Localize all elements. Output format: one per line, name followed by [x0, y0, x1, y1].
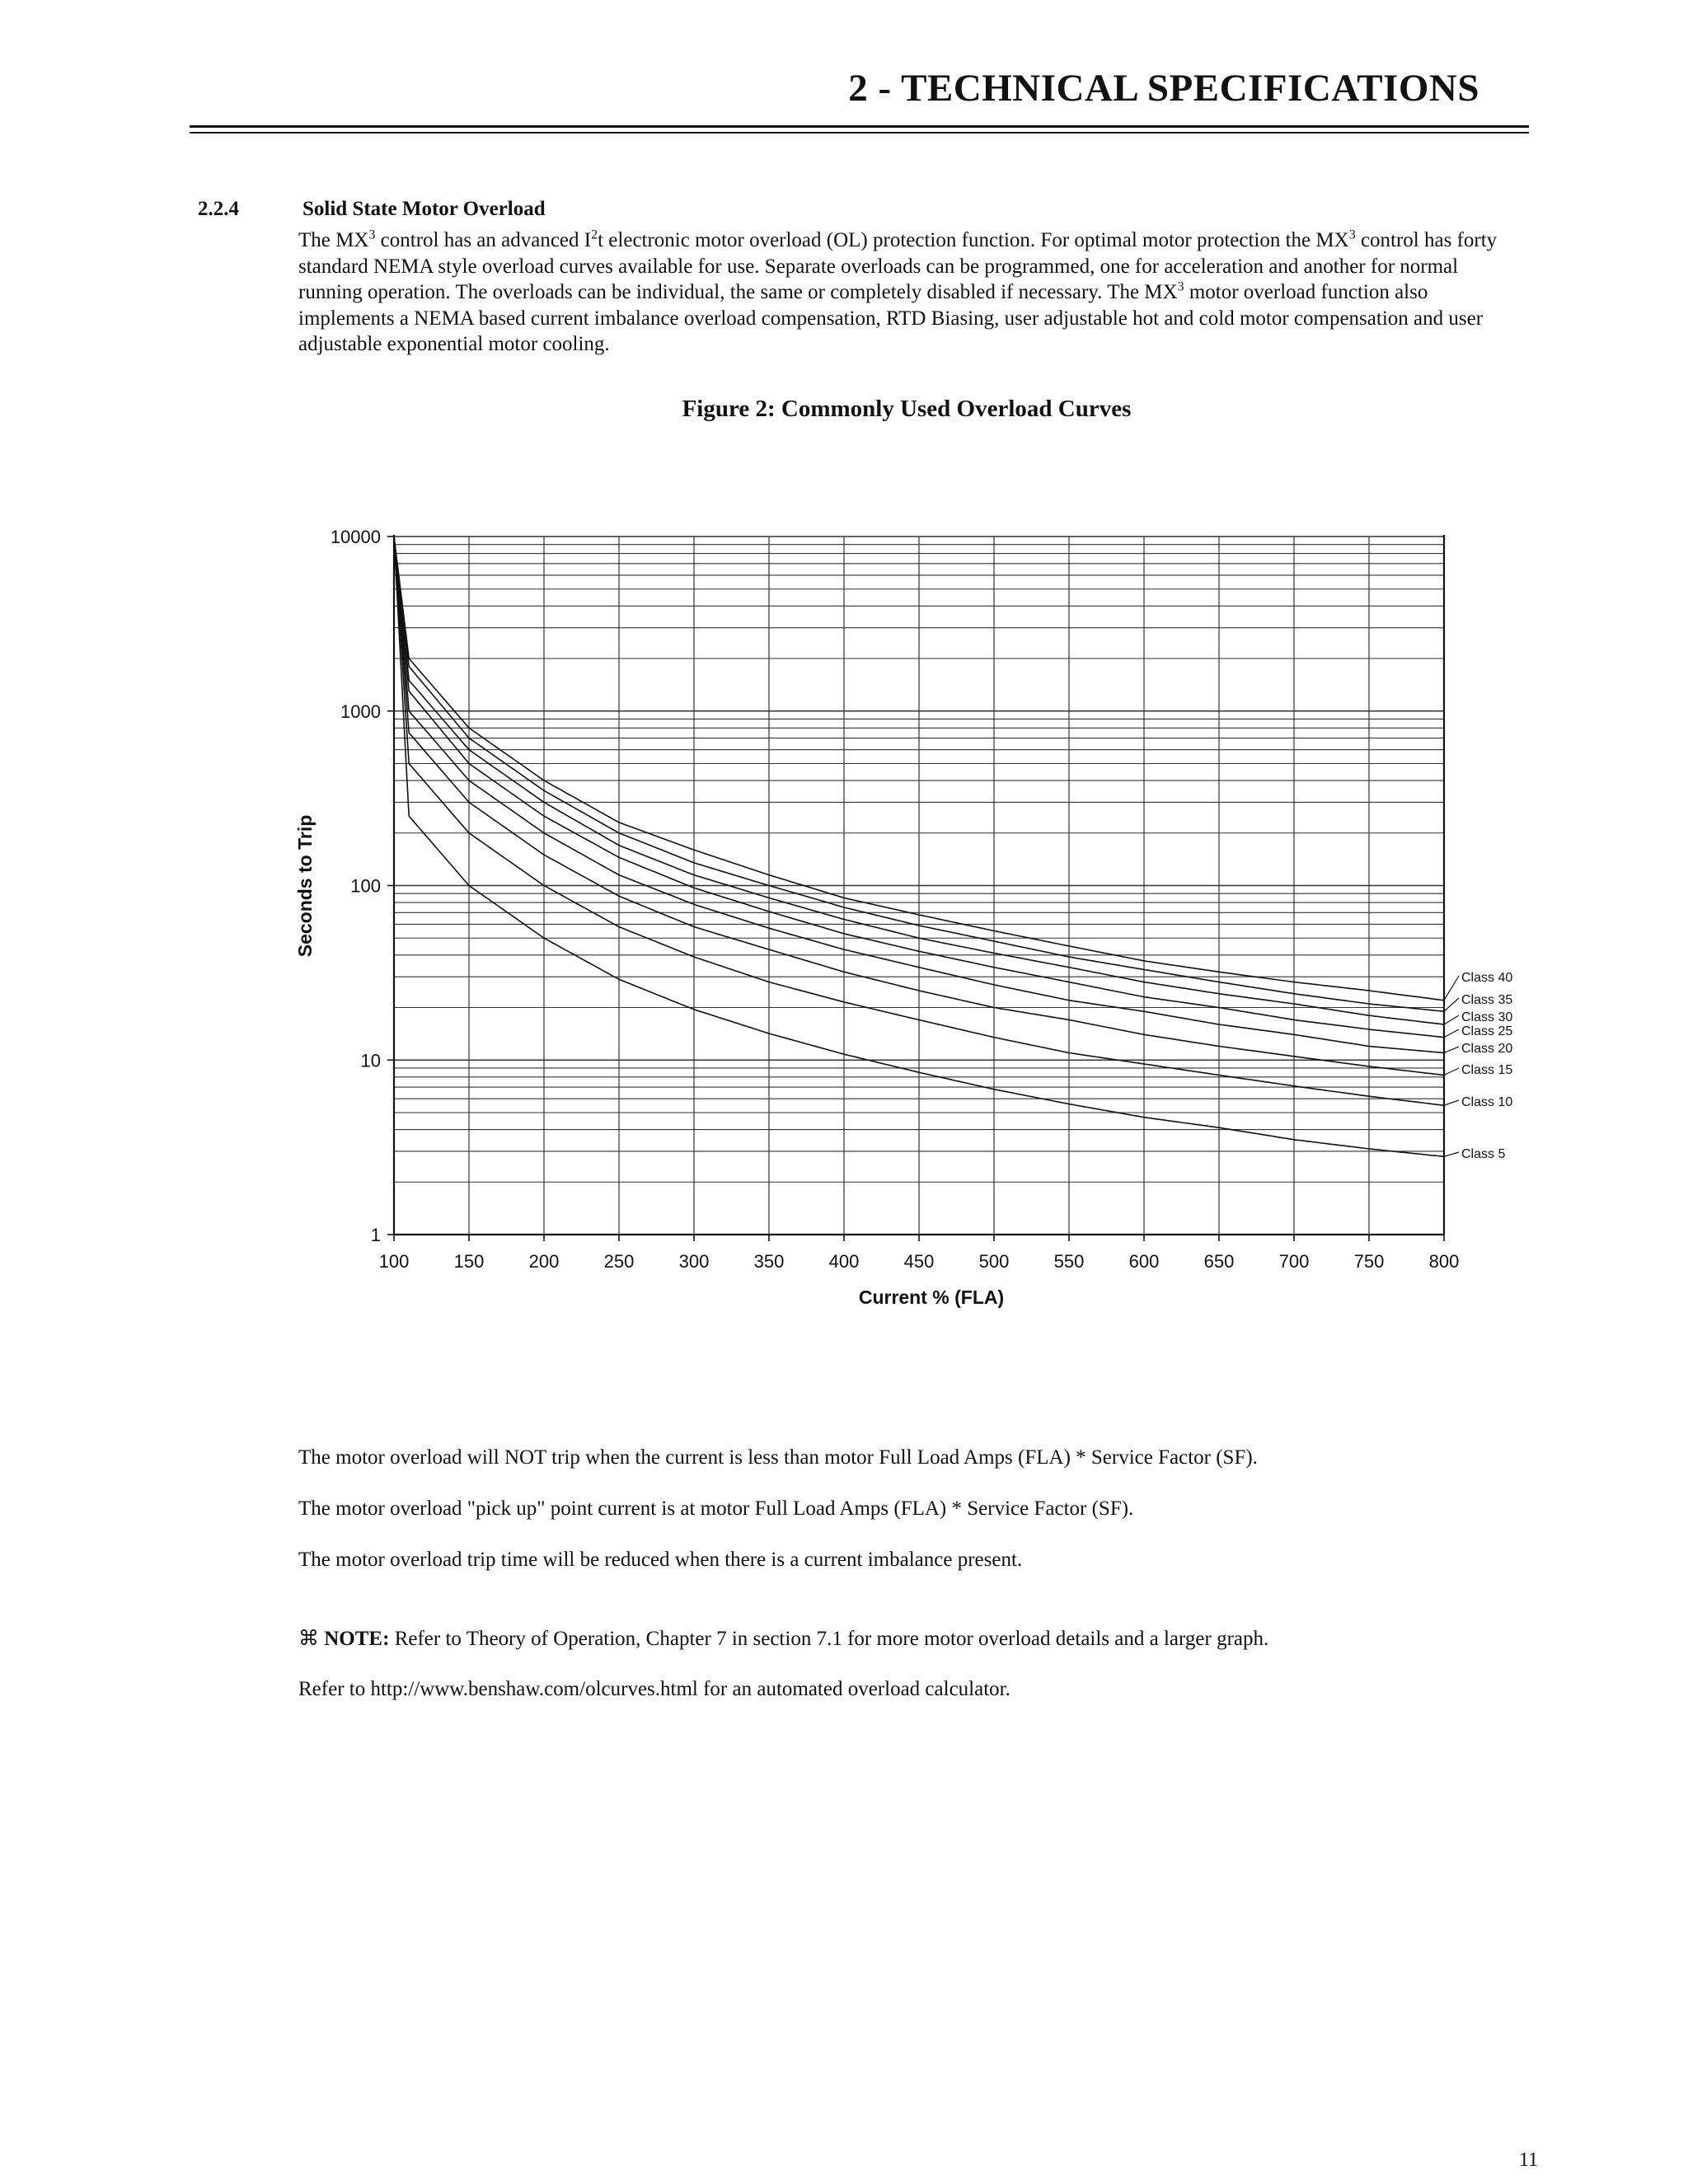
x-tick-label: 500 — [978, 1251, 1010, 1272]
note-paragraph: The motor overload will NOT trip when the current is less than motor Full Load Amps (FLA) * Service Factor (SF). — [298, 1446, 1258, 1469]
x-tick-label: 100 — [378, 1251, 410, 1272]
y-tick-label: 10000 — [330, 527, 381, 547]
legend-label: Class 35 — [1461, 993, 1513, 1007]
x-tick-label: 300 — [678, 1251, 710, 1272]
page-number: 11 — [1519, 2149, 1539, 2171]
legend-label: Class 5 — [1461, 1147, 1506, 1161]
x-tick-label: 700 — [1278, 1251, 1310, 1272]
legend-leader-line — [1444, 1029, 1459, 1038]
x-tick-label: 450 — [903, 1251, 935, 1272]
intro-text: control has forty standard NEMA style overload curves available for use. Separate overloads can be programmed, one for acceleration and another for normal running operation. The overloads can be individual, the same or completely disabled if necessary. The MX — [298, 229, 1498, 303]
page-header-title: 2 - TECHNICAL SPECIFICATIONS — [848, 67, 1479, 110]
x-tick-label: 600 — [1128, 1251, 1160, 1272]
section-number: 2.2.4 — [198, 198, 239, 220]
note-paragraph: The motor overload trip time will be reduced when there is a current imbalance present. — [298, 1549, 1023, 1571]
intro-text: The MX — [298, 229, 369, 251]
superscript: 3 — [1348, 227, 1356, 242]
legend-label: Class 10 — [1461, 1095, 1513, 1109]
section-title: Solid State Motor Overload — [302, 198, 546, 220]
y-tick-label: 1000 — [340, 701, 381, 722]
x-axis-title: Current % (FLA) — [858, 1286, 1005, 1308]
superscript: 2 — [591, 227, 598, 242]
legend-leader-line — [1444, 1047, 1459, 1052]
legend-leader-line — [1444, 998, 1459, 1011]
x-tick-label: 750 — [1353, 1251, 1385, 1272]
figure-caption: Figure 2: Commonly Used Overload Curves — [682, 396, 1132, 422]
legend-label: Class 40 — [1461, 971, 1513, 985]
note-label: NOTE: — [324, 1628, 390, 1650]
note-paragraph: The motor overload "pick up" point current is at motor Full Load Amps (FLA) * Service Factor (SF). — [298, 1497, 1134, 1520]
x-tick-label: 650 — [1203, 1251, 1235, 1272]
x-tick-label: 150 — [453, 1251, 485, 1272]
y-tick-label: 10 — [360, 1050, 381, 1071]
note-text: Refer to Theory of Operation, Chapter 7 in section 7.1 for more motor overload details and a larger graph. — [389, 1628, 1269, 1650]
x-tick-label: 200 — [528, 1251, 560, 1272]
legend-leader-line — [1444, 976, 1459, 1001]
note-line — [298, 1626, 1518, 1651]
intro-text: control has an advanced I — [375, 229, 592, 251]
x-tick-label: 550 — [1053, 1251, 1085, 1272]
y-tick-label: 1 — [370, 1225, 381, 1245]
x-tick-label: 350 — [753, 1251, 785, 1272]
legend-leader-line — [1444, 1015, 1459, 1024]
command-icon: ⌘ — [298, 1628, 319, 1650]
intro-text: motor overload function also implements a NEMA based current imbalance overload compensation, RTD Biasing, user adjustable hot and cold motor compensation and user adjustable exponential motor cooling. — [298, 281, 1484, 355]
y-axis-title: Seconds to Trip — [294, 814, 316, 958]
legend-leader-line — [1444, 1100, 1459, 1105]
x-tick-label: 800 — [1428, 1251, 1460, 1272]
y-tick-label: 100 — [350, 875, 381, 897]
legend-label: Class 25 — [1461, 1024, 1513, 1038]
x-tick-label: 400 — [828, 1251, 860, 1272]
legend-label: Class 30 — [1461, 1010, 1513, 1024]
superscript: 3 — [1177, 279, 1184, 294]
legend-label: Class 20 — [1461, 1042, 1513, 1056]
legend-leader-line — [1444, 1068, 1459, 1075]
legend-leader-line — [1444, 1152, 1459, 1156]
legend-label: Class 15 — [1461, 1063, 1513, 1077]
superscript: 3 — [368, 227, 376, 242]
x-tick-label: 250 — [603, 1251, 635, 1272]
intro-text: t electronic motor overload (OL) protection function. For optimal motor protection the MX — [598, 229, 1349, 251]
calculator-reference: Refer to http://www.benshaw.com/olcurves.html for an automated overload calculator. — [298, 1678, 1010, 1700]
